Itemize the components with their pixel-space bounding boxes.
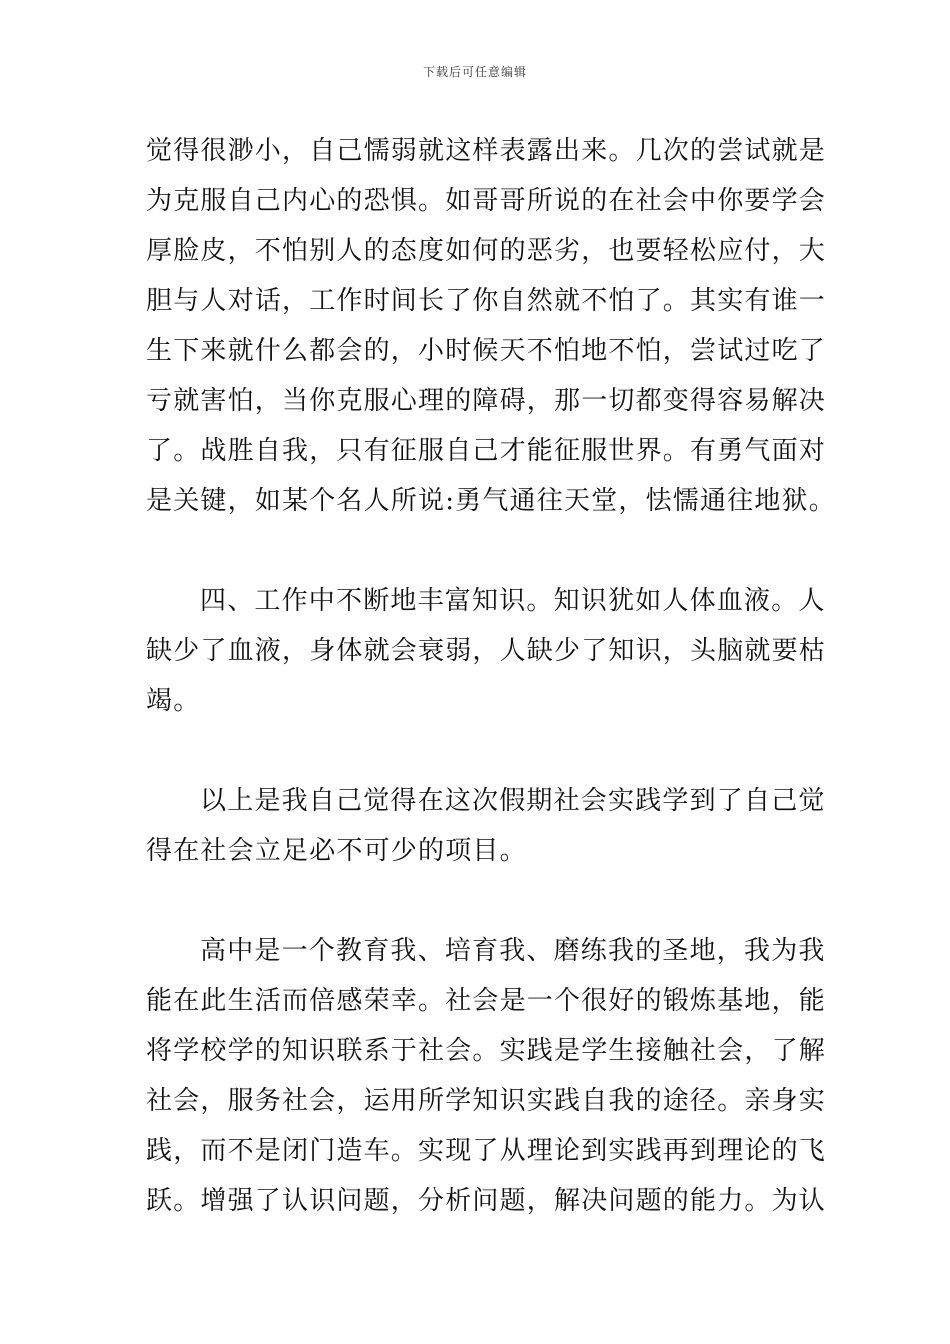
- text-line: 胆与人对话，工作时间长了你自然就不怕了。其实有谁一: [146, 286, 827, 316]
- page-header: 下载后可任意编辑: [422, 65, 527, 79]
- paragraph-gap: [146, 526, 806, 576]
- paragraph-gap: [146, 876, 806, 926]
- text-line: 竭。: [146, 686, 201, 716]
- text-line: 缺少了血液，身体就会衰弱，人缺少了知识，头脑就要枯: [146, 636, 827, 666]
- paragraph-4: [146, 926, 827, 1226]
- text-line: 践，而不是闭门造车。实现了从理论到实践再到理论的飞: [146, 1136, 827, 1166]
- text-line: 为克服自己内心的恐惧。如哥哥所说的在社会中你要学会: [146, 186, 827, 216]
- text-line: 跃。增强了认识问题，分析问题，解决问题的能力。为认: [146, 1186, 827, 1216]
- text-line: 厚脸皮，不怕别人的态度如何的恶劣，也要轻松应付，大: [146, 236, 827, 266]
- paragraph-1: [146, 126, 836, 526]
- text-line: 将学校学的知识联系于社会。实践是学生接触社会，了解: [146, 1036, 827, 1066]
- text-line: 觉得很渺小，自己懦弱就这样表露出来。几次的尝试就是: [146, 136, 827, 166]
- paragraph-gap: [146, 726, 806, 776]
- text-line: 得在社会立足必不可少的项目。: [146, 836, 527, 866]
- text-line: 能在此生活而倍感荣幸。社会是一个很好的锻炼基地，能: [146, 986, 827, 1016]
- paragraph-2: [146, 576, 827, 726]
- text-line: 亏就害怕，当你克服心理的障碍，那一切都变得容易解决: [146, 386, 827, 416]
- text-line: 高中是一个教育我、培育我、磨练我的圣地，我为我: [200, 936, 826, 966]
- text-line: 四、工作中不断地丰富知识。知识犹如人体血液。人: [200, 586, 826, 616]
- paragraph-3: [146, 776, 826, 876]
- text-line: 社会，服务社会，运用所学知识实践自我的途径。亲身实: [146, 1086, 827, 1116]
- text-line: 生下来就什么都会的，小时候天不怕地不怕，尝试过吃了: [146, 336, 827, 366]
- document-body: [146, 126, 836, 1226]
- text-line: 是关键，如某个名人所说:勇气通往天堂，怯懦通往地狱。: [146, 486, 836, 516]
- text-line: 了。战胜自我，只有征服自己才能征服世界。有勇气面对: [146, 436, 827, 466]
- text-line: 以上是我自己觉得在这次假期社会实践学到了自己觉: [200, 786, 826, 816]
